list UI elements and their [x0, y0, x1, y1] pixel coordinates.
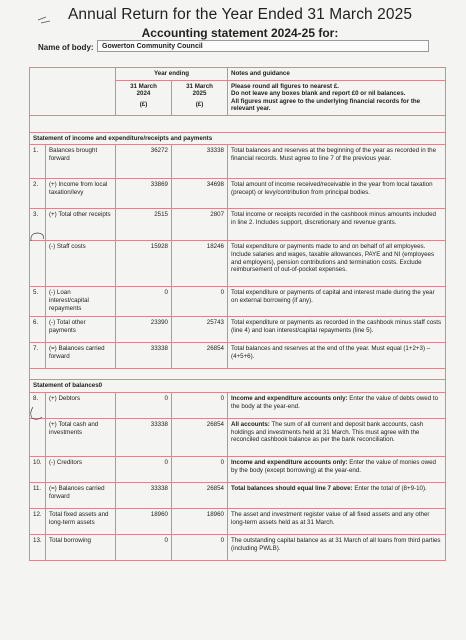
header-row-1 — [30, 68, 446, 81]
row-note — [228, 241, 446, 287]
row-note-heading: Total balances should equal line 7 above: — [231, 484, 353, 492]
table-row — [30, 534, 446, 560]
value-2025: 34698 — [172, 179, 228, 209]
value-2024: 0 — [116, 392, 172, 418]
value-2025: 26854 — [172, 343, 228, 369]
value-2025: 18246 — [172, 241, 228, 287]
section-balances-row — [30, 380, 446, 393]
value-2025: 18960 — [172, 508, 228, 534]
value-2024: 36272 — [116, 145, 172, 179]
value-2024: 33338 — [116, 343, 172, 369]
table-row — [30, 287, 446, 317]
row-note-text: The sum of all current and deposit bank accounts, cash holdings and investments held at 31 March. This must agree with the reconciled cashbook balance as per the bank reconciliation. — [231, 420, 424, 444]
row-note — [228, 287, 446, 317]
row-note — [228, 145, 446, 179]
value-2025: 25743 — [172, 317, 228, 343]
row-note — [228, 209, 446, 241]
row-note-text: Total amount of income received/receivable in the year from local taxation (precept) or levy/contribution from principal bodies. — [231, 181, 433, 196]
table-row — [30, 482, 446, 508]
row-note-text: Total expenditure or payments as recorded in the cashbook minus staff costs (line 4) and loan interest/capital repayments (line 5). — [231, 319, 442, 334]
table-row — [30, 418, 446, 456]
row-number: 10. — [30, 456, 46, 482]
table-row — [30, 209, 446, 241]
row-note — [228, 534, 446, 560]
column-2024-line1: 31 March — [130, 82, 157, 90]
row-label: (-) Loan interest/capital repayments — [46, 287, 116, 317]
value-2025: 26854 — [172, 482, 228, 508]
value-2024: 33869 — [116, 179, 172, 209]
row-note — [228, 179, 446, 209]
value-2024: 0 — [116, 534, 172, 560]
row-note — [228, 456, 446, 482]
row-label: (=) Balances carried forward — [46, 482, 116, 508]
table-row — [30, 241, 446, 287]
row-note — [228, 508, 446, 534]
page-subtitle: Accounting statement 2024-25 for: — [141, 26, 339, 40]
row-number: 3. — [30, 209, 46, 241]
value-2024: 18960 — [116, 508, 172, 534]
spacer-row-2 — [30, 369, 446, 380]
header-blank — [30, 68, 116, 116]
income-rows — [30, 145, 446, 369]
column-2024-header — [116, 80, 172, 115]
row-label: (=) Balances carried forward — [46, 343, 116, 369]
table-row — [30, 456, 446, 482]
value-2025: 0 — [172, 456, 228, 482]
row-note-heading: Income and expenditure accounts only: — [231, 394, 348, 402]
pen-circle-row-9 — [28, 404, 48, 422]
row-label: Total borrowing — [46, 534, 116, 560]
row-number: 7. — [30, 343, 46, 369]
name-of-body-field[interactable]: Gowerton Community Council — [97, 40, 429, 52]
row-number — [30, 241, 46, 287]
table-row — [30, 343, 446, 369]
balance-rows — [30, 392, 446, 560]
accounting-statement-table — [29, 67, 446, 561]
row-number: 13. — [30, 534, 46, 560]
value-2025: 26854 — [172, 418, 228, 456]
row-number: 6. — [30, 317, 46, 343]
guidance-line-2: Do not leave any boxes blank and report £0 or nil balances. — [231, 90, 406, 98]
value-2024: 2515 — [116, 209, 172, 241]
row-label: (+) Total cash and investments — [46, 418, 116, 456]
spacer-row — [30, 115, 446, 132]
row-note — [228, 392, 446, 418]
value-2025: 0 — [172, 534, 228, 560]
row-label: Balances brought forward — [46, 145, 116, 179]
row-note-text: Enter the value of monies owed by the body (except borrowing) at the year-end. — [231, 458, 436, 474]
row-number — [30, 418, 46, 456]
column-2025-line1: 31 March — [186, 82, 213, 90]
name-of-body-label: Name of body: — [38, 43, 94, 52]
row-label: (+) Total other receipts — [46, 209, 116, 241]
row-note-text: Total expenditure or payments of capital and interest made during the year on external borrowing (if any). — [231, 289, 435, 304]
column-2025-line2: 2025 — [192, 90, 207, 98]
row-number: 2. — [30, 179, 46, 209]
row-label: (+) Income from local taxation/levy — [46, 179, 116, 209]
row-label: (-) Staff costs — [46, 241, 116, 287]
row-note-text: Total income or receipts recorded in the cashbook minus amounts included in line 2. Includes support, discretionary and revenue grants. — [231, 211, 436, 226]
column-2025-unit: (£) — [195, 100, 204, 108]
section-balances-title: Statement of balances0 — [30, 380, 446, 393]
pen-circle-row-4 — [28, 231, 48, 245]
table-row — [30, 145, 446, 179]
row-note-text: Enter the value of debts owed to the body at the year-end. — [231, 394, 439, 410]
spacer-cell — [30, 115, 446, 132]
section-income-title: Statement of income and expenditure/receipts and payments — [30, 132, 446, 145]
value-2024: 23390 — [116, 317, 172, 343]
row-note-text: Total expenditure or payments made to and on behalf of all employees. Include salaries and wages, taxable allowances, PAYE and NI (employees and employers), pension contributions and termination costs. Exclude reimbursement of out-of-pocket expenses. — [231, 243, 435, 274]
row-label: (-) Total other payments — [46, 317, 116, 343]
column-2024-line2: 2024 — [136, 90, 151, 98]
year-ending-header: Year ending — [116, 68, 228, 81]
row-number: 5. — [30, 287, 46, 317]
table-row — [30, 179, 446, 209]
row-note — [228, 482, 446, 508]
notes-header: Notes and guidance — [228, 68, 446, 81]
row-note-text: Enter the total of (8+9-10). — [352, 484, 427, 492]
row-label: Total fixed assets and long-term assets — [46, 508, 116, 534]
guidance-cell — [228, 80, 446, 115]
guidance-line-3: All figures must agree to the underlying financial records for the relevant year. — [231, 97, 421, 113]
guidance-line-1: Please round all figures to nearest £. — [231, 82, 339, 90]
row-note-text: The outstanding capital balance as at 31 March of all loans from third parties (including PWLB). — [231, 536, 441, 552]
value-2024: 33338 — [116, 418, 172, 456]
row-note-heading: All accounts: — [231, 420, 270, 428]
value-2024: 15928 — [116, 241, 172, 287]
row-number: 1. — [30, 145, 46, 179]
section-income-row — [30, 132, 446, 145]
value-2025: 0 — [172, 392, 228, 418]
value-2025: 2807 — [172, 209, 228, 241]
page-title: Annual Return for the Year Ended 31 March 2025 — [67, 6, 413, 23]
row-label: (+) Debtors — [46, 392, 116, 418]
value-2025: 0 — [172, 287, 228, 317]
table-row — [30, 392, 446, 418]
row-number: 12. — [30, 508, 46, 534]
table-row — [30, 508, 446, 534]
row-note-heading: Income and expenditure accounts only: — [231, 458, 348, 466]
row-note — [228, 418, 446, 456]
row-note-text: Total balances and reserves at the beginning of the year as recorded in the financial records. Must agree to line 7 of the previous year. — [231, 147, 437, 162]
row-number: 8. — [30, 392, 46, 418]
value-2025: 33338 — [172, 145, 228, 179]
table-row — [30, 317, 446, 343]
row-label: (-) Creditors — [46, 456, 116, 482]
row-number: 11. — [30, 482, 46, 508]
value-2024: 0 — [116, 287, 172, 317]
column-2025-header — [172, 80, 228, 115]
value-2024: 0 — [116, 456, 172, 482]
value-2024: 33338 — [116, 482, 172, 508]
row-note-text: Total balances and reserves at the end of the year. Must equal (1+2+3) – (4+5+6). — [231, 345, 431, 360]
row-note — [228, 343, 446, 369]
column-2024-unit: (£) — [139, 100, 148, 108]
row-note-text: The asset and investment register value of all fixed assets and any other long-term assets held as at 31 March. — [231, 510, 430, 526]
spacer-cell-2 — [30, 369, 446, 380]
row-note — [228, 317, 446, 343]
